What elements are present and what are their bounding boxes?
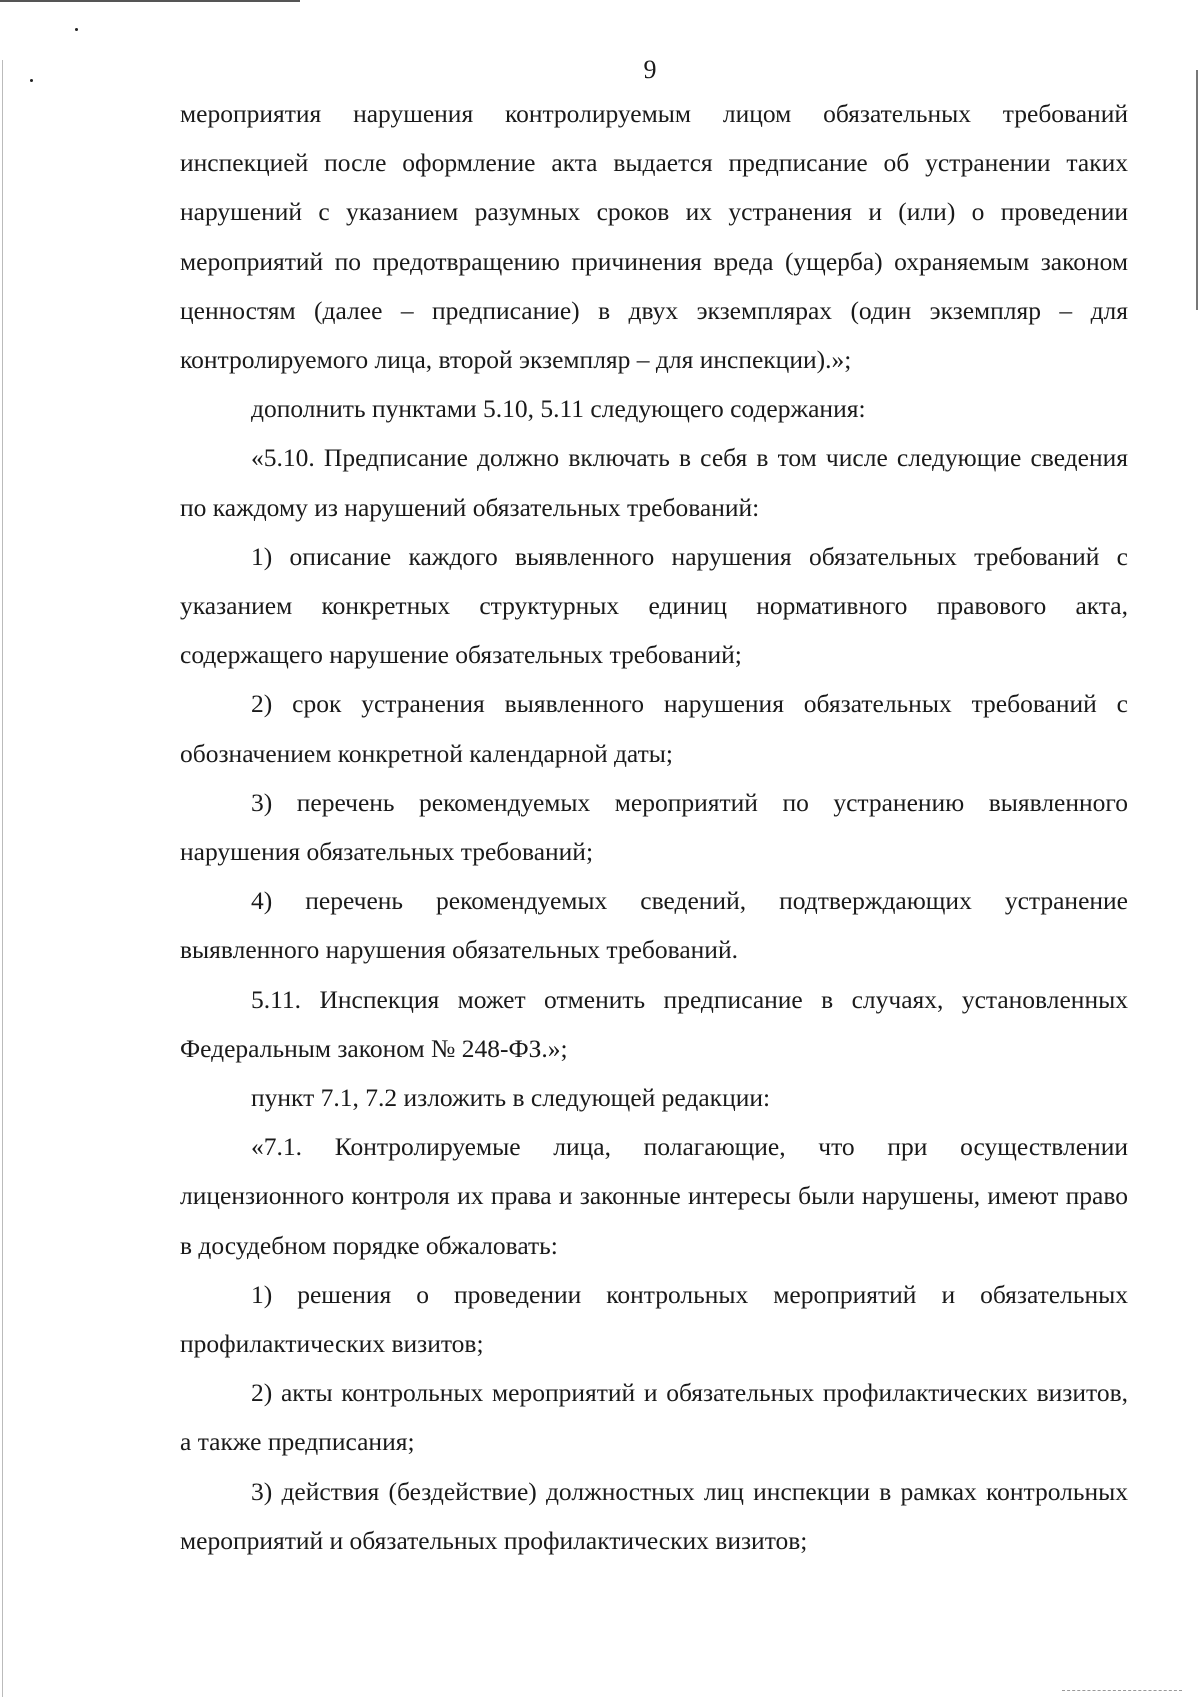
page-number: 9: [643, 55, 657, 84]
paragraph: дополнить пунктами 5.10, 5.11 следующего содержания:: [251, 394, 866, 424]
list-item: 4) перечень рекомендуемых сведений, подтверждающих устранение выявленного нарушения обязательных требований.: [180, 886, 1128, 965]
paragraph: пункт 7.1, 7.2 изложить в следующей редакции:: [251, 1083, 771, 1113]
scan-edge-left: [2, 60, 3, 1697]
list-item: 3) перечень рекомендуемых мероприятий по устранению выявленного нарушения обязательных требований;: [180, 787, 1128, 867]
paragraph: мероприятия нарушения контролируемым лицом обязательных требований инспекцией после оформление акта выдается предписание об устранении таких нарушений с указанием разумных сроков их устранения и (или) о проведении мероприятий по предотвращению причинения вреда (ущерба) охраняемым законом ценностям (далее – предписание) в двух экземплярах (один экземпляр – для контролируемого лица, второй экземпляр – для инспекции).»;: [180, 99, 1128, 375]
scan-speck: [75, 28, 78, 31]
paragraph: «5.10. Предписание должно включать в себя в том числе следующие сведения по каждому из нарушений обязательных требований:: [180, 443, 1128, 522]
list-item: 2) акты контрольных мероприятий и обязательных профилактических визитов, а также предписания;: [180, 1378, 1128, 1457]
paragraph: 5.11. Инспекция может отменить предписание в случаях, установленных Федеральным законом № 248-ФЗ.»;: [180, 984, 1128, 1063]
scan-edge-mark-top: [0, 0, 300, 2]
scan-edge-mark-bottom: [1062, 1690, 1182, 1691]
list-item: 1) описание каждого выявленного нарушения обязательных требований с указанием конкретных структурных единиц нормативного правового акта, содержащего нарушение обязательных требований;: [180, 541, 1128, 670]
document-body: [180, 89, 1128, 1565]
list-item: 2) срок устранения выявленного нарушения обязательных требований с обозначением конкретной календарной даты;: [180, 689, 1128, 768]
scan-edge-right: [1196, 70, 1198, 310]
list-item: 3) действия (бездействие) должностных лиц инспекции в рамках контрольных мероприятий и обязательных профилактических визитов;: [180, 1476, 1128, 1555]
paragraph: «7.1. Контролируемые лица, полагающие, что при осуществлении лицензионного контроля их права и законные интересы были нарушены, имеют право в досудебном порядке обжаловать:: [180, 1132, 1128, 1260]
list-item: 1) решения о проведении контрольных мероприятий и обязательных профилактических визитов;: [180, 1279, 1128, 1359]
